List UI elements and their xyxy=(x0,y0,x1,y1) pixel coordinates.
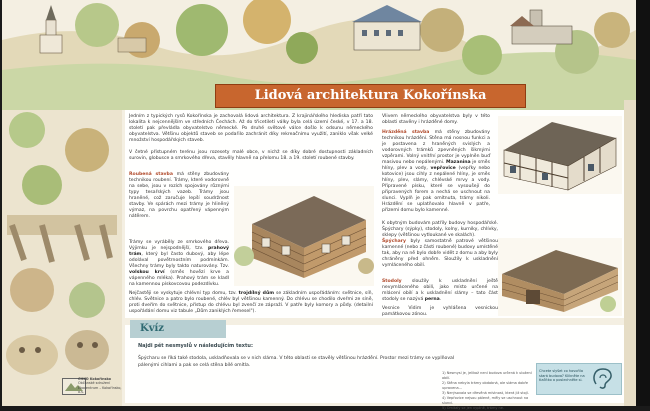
hrazdena-text: má stěny zbudovány technikou hrázdění. Stěna má nosnou funkci a je postavena z hraněných svislých a vodorovných trámků zpevněných šikmými vzpěrami. Volný vnitřní prostor je vyplněn buď masivou nebo nepálenými. xyxy=(382,130,490,165)
barn-illustration xyxy=(498,238,622,316)
quiz-answer: 3) Nerýsovala se dřevěná místnost, která již stojí. xyxy=(442,391,529,395)
mazanina-text: je směs hlíny, plev a vody, xyxy=(382,160,491,171)
spychary-text: byly samostatně patrové většinou kamenné (nebo z části roubené) budovy umístěné tak, aby na ně bylo dobře vidět z domu a aby byly chráněny před ohněm. Sloužily k uskladnění vymláceného obilí. xyxy=(382,239,498,268)
stodoly-paragraph: Stodoly sloužily k uskladnění ještě nevymláceného obilí, jako místo určené na mlácení obilí a k uskladnění slámy – tato část stodoly se nazývá perna. xyxy=(382,279,498,302)
vidim-note: Vesnice Vidim je vyhlášena vesnickou památkovou zónou. xyxy=(382,306,498,317)
board-title: Lidová architektura Kokořínska xyxy=(215,84,526,108)
house-type-paragraph xyxy=(129,291,373,315)
frame-edge xyxy=(636,0,650,406)
quiz-tab: Kvíz xyxy=(130,320,226,338)
quiz-text: Špýcharu se říká také stodola, uskladňovala se v nich sláma. V této oblasti se stavěly většinou hrázdění. Prostor mezi trámy se vyplňoval pálenými cihlami a pak se celá stěna bílé omítla. xyxy=(138,356,455,368)
logo-caption xyxy=(78,377,123,394)
trams-text-b: , který byl často dubový, aby lépe odolával povětrnostním podmínkám. Všechny trámy byly takto naturovány. Tzv. xyxy=(129,252,229,269)
settlement-paragraph: V četné přístupném terénu jsou rozesety malé obce, v nichž se díky dobré dostupnosti základních surovin, globusce a smrkového dřeva, stavěly hlavně na přelomu 18. a 19. století roubené stavby. xyxy=(129,150,373,161)
hrazdena-paragraph xyxy=(382,130,490,214)
intro-paragraph: Jedním z typických rysů Kokořínska je zachovalá lidová architektura. Z krajinářského hlediska patří tato lokalita k nejcennějším ve středních Čechách. Až do třicetiletí války byla celá území české, v 17. a 18. století pak převládla obyvatelstvo německé. Po druhé světové válce došlo k odsunu německého obyvatelstva. Většinu objektů staveb se podařilo zachránit díky rekreačnímu využití, zaniklo však velké množství hospodářských staveb. xyxy=(129,114,373,143)
quiz-question: Najdi pět nesmyslů v následujícím textu: xyxy=(138,343,253,349)
quiz-answer: 4) Vepřovice nejsou pálené, měly se uschnout na slunci. xyxy=(442,396,529,405)
term-prahovy: prahový trám xyxy=(129,246,230,257)
term-perna: perna xyxy=(424,297,440,302)
term-hrazdena: Hrázděná stavba xyxy=(382,130,430,135)
half-timber-house-illustration xyxy=(498,116,622,194)
trams-text-a: Trámy se vyráběly ze smrkového dřeva. Výjimku je nejspodnější, tzv. xyxy=(129,240,229,251)
logo-label: CHKO Kokořínsko xyxy=(78,377,112,381)
logo-caption-text: Občanské sdružení Ekocentrum – Kokořínsko, o.s. xyxy=(78,381,122,394)
quiz-answer: 2) Stěna nebyla trámy obdobná, ale sláma dobře upravena... xyxy=(442,381,528,390)
half-timber-intro: Vlivem německého obyvatelstva byly v této oblasti stavěny i hrázděné domy. xyxy=(382,114,490,125)
spychary-paragraph xyxy=(382,239,498,269)
term-trojdilny: trojdílný dům xyxy=(238,291,274,296)
term-mazanina: Mazanina xyxy=(446,160,471,165)
quiz-answer: 5) Omítaly se jen vyplně, trámy ne. xyxy=(442,406,505,410)
term-stodoly: Stodoly xyxy=(382,279,402,284)
term-roubena: Roubená stavba xyxy=(129,172,173,177)
ear-icon xyxy=(590,366,616,390)
stodoly-text: sloužily k uskladnění ještě nevymláceného obilí, jako místo určené na mlácení obilí a k uskladnění slámy – tato část stodoly se nazývá xyxy=(382,279,498,302)
term-vepovice: vepřovice xyxy=(430,166,456,171)
audio-text: Chcete slyšet co hovořila stará budova? Klikněte na tlačítko a poslechněte si. xyxy=(539,369,585,383)
vepovice-text: (vepřky nebo kotovice) jsou cihly z nepálené hlíny, je směs hlíny, plev, slámy, chlévské mrvy a vody. Připravené písku, které se vysoušejí do připravených forem a nechá se uschnout na slunci. Vyplň je pak omítnuta, trámy nikoli. Hrázdění se uplatňovalo hlavně v patře, přízemí domu bylo kamenné. xyxy=(382,166,490,213)
quiz-answer: 1) Nesmysl je, jelikož není budova určená k uložení obilí. xyxy=(442,371,532,380)
term-spychary: Špýchary xyxy=(382,239,406,244)
quiz-answers xyxy=(442,371,532,411)
house-type-text-b: se základním uspořádáním: světnice, síň, chlév. Světnice a patro bylo roubené, chlév byl většinou kamenný. Do chlévu se chodilo dveřmi ze síně, proti dveřím do světnice, přístup do chlévu byl zvenčí ze zápraží. V patře byly komory a půdy. (detailní uspořádání domu viz tabule „Dům zaniklých řemesel"). xyxy=(129,291,373,314)
term-volskou: volskou krví xyxy=(129,270,165,275)
roubena-text: má stěny zbudovány technikou roubení. Trámy, které vodorovně na sebe, jsou v rozích spojovány různými typy tesařských vazeb. Trámy jsou hraněné, což zaručuje lepší soudržnost stavby. Ve spárách mezi trámy je hliněný výmaz, na povrchu opatřený vápenným nátěrem. xyxy=(129,172,229,219)
farm-buildings-paragraph: K obytným budovám patřily budovy hospodářské. Špýchary (sýpky), stodoly, kolny, kurníky, chlívky, sklepy (většinou vytloukané ve skalách). xyxy=(382,221,498,238)
trams-paragraph xyxy=(129,240,229,288)
trams-text-c: (směs hovězí krve a vápenného mléka). Prahový trám se kladl na kamennou pískovcovou podezdívku. xyxy=(129,270,229,287)
roubena-paragraph xyxy=(129,172,229,220)
log-house-illustration xyxy=(234,186,374,286)
house-type-text-a: Nejčastěji se vyskytuje chlévní typ domu, tzv. xyxy=(129,291,237,296)
info-board xyxy=(2,0,636,410)
